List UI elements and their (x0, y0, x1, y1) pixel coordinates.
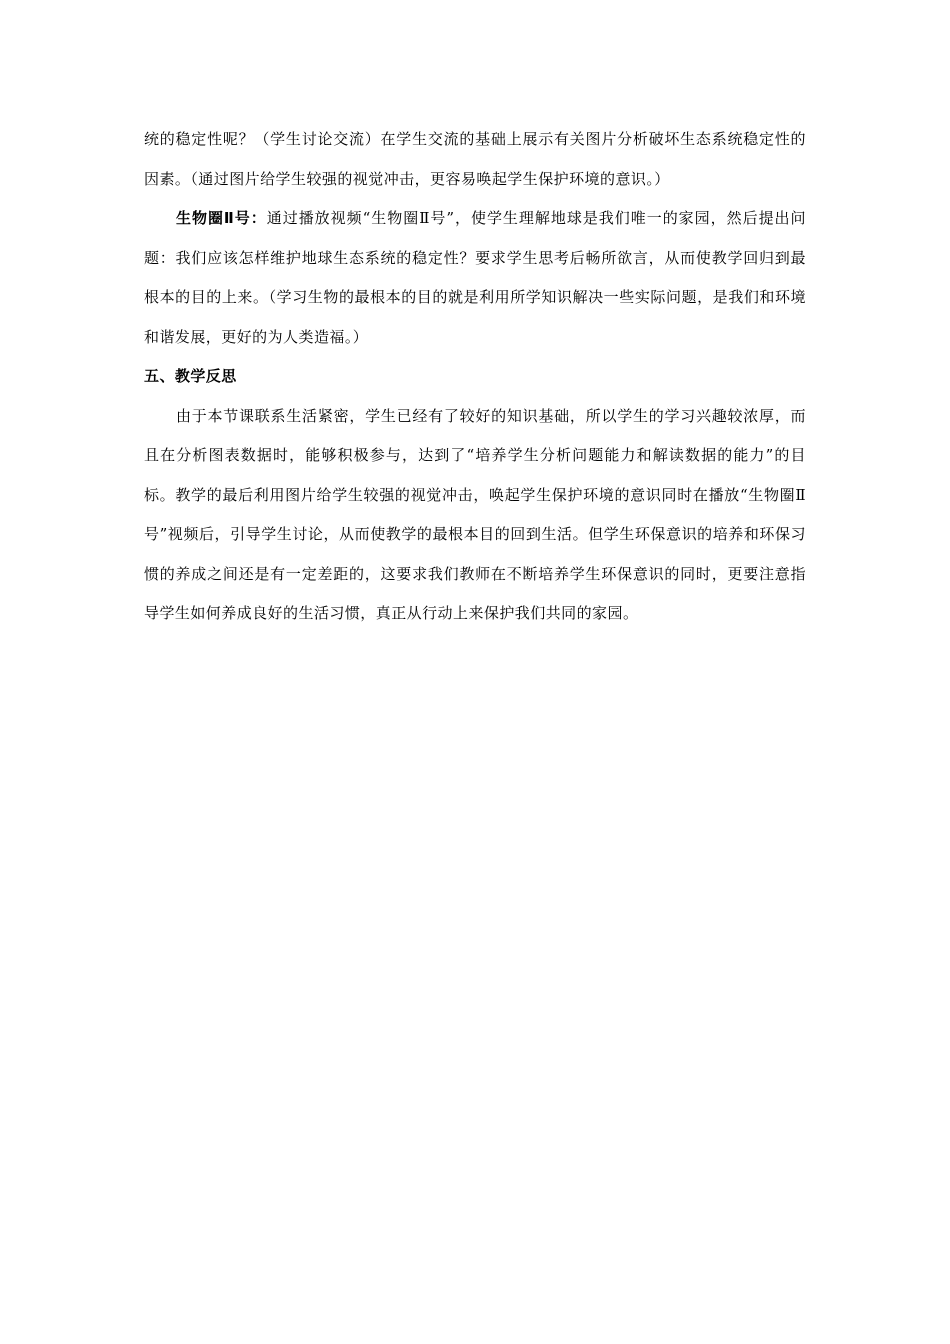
paragraph-reflection: 由于本节课联系生活紧密，学生已经有了较好的知识基础，所以学生的学习兴趣较浓厚，而且在分析图表数据时，能够积极参与，达到了“培养学生分析问题能力和解读数据的能力”的目标。教学的最后利用图片给学生较强的视觉冲击，唤起学生保护环境的意识同时在播放“生物圈Ⅱ号”视频后，引导学生讨论，从而使教学的最根本目的回到生活。但学生环保意识的培养和环保习惯的养成之间还是有一定差距的，这要求我们教师在不断培养学生环保意识的同时，更要注意指导学生如何养成良好的生活习惯，真正从行动上来保护我们共同的家园。 (144, 406, 806, 622)
paragraph-continuation: 统的稳定性呢？（学生讨论交流）在学生交流的基础上展示有关图片分析破坏生态系统稳定性的因素。（通过图片给学生较强的视觉冲击，更容易唤起学生保护环境的意识。） (144, 130, 806, 188)
document-body (144, 120, 806, 634)
section-heading-reflection: 五、教学反思 (144, 367, 237, 385)
biosphere-text: 通过播放视频“生物圈Ⅱ号”，使学生理解地球是我们唯一的家园，然后提出问题：我们应该怎样维护地球生态系统的稳定性？要求学生思考后畅所欲言，从而使教学回归到最根本的目的上来。（学习生物的最根本的目的就是利用所学知识解决一些实际问题，是我们和环境和谐发展，更好的为人类造福。） (144, 209, 806, 346)
biosphere-label: 生物圈Ⅱ号： (176, 209, 267, 227)
paragraph-biosphere (144, 199, 806, 357)
